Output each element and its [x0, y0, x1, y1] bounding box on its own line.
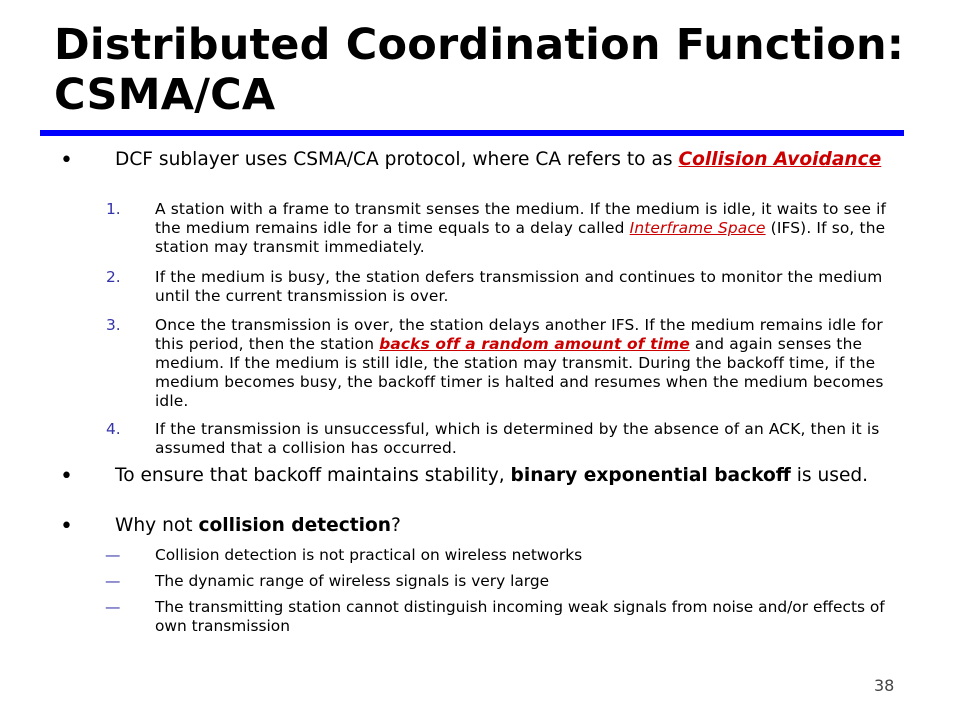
- slide-title: Distributed Coordination Function: CSMA/CA: [54, 20, 905, 120]
- reason-item: The dynamic range of wireless signals is very large: [155, 572, 550, 590]
- step-3-text-b: and again senses the medium. If the medium is still idle, the station may transmit. During the backoff time, if the medium becomes busy, the backoff timer is halted and resumes when the medium becomes idle.: [155, 335, 884, 410]
- bullet-dcf-sublayer: [115, 150, 905, 171]
- step-3-text-a: Once the transmission is over, the station delays another IFS. If the medium remains idle for this period, then the station: [155, 316, 883, 353]
- bullet-backoff-text-a: To ensure that backoff maintains stability,: [115, 465, 511, 486]
- step-1: [155, 200, 903, 257]
- step-1-text-a: A station with a frame to transmit senses the medium. If the medium is idle, it waits to see if the medium remains idle for a time equals to a delay called: [155, 200, 887, 237]
- bullet-marker: •: [60, 148, 73, 173]
- step-2: [155, 268, 903, 306]
- step-2-text: If the medium is busy, the station defers transmission and continues to monitor the medium until the current transmission is over.: [155, 268, 883, 305]
- page-number: 38: [874, 676, 895, 695]
- dash-marker: —: [105, 546, 121, 564]
- binary-exponential-backoff-term: binary exponential backoff: [510, 465, 791, 486]
- dash-marker: —: [105, 572, 121, 590]
- step-4-text: If the transmission is unsuccessful, which is determined by the absence of an ACK, then it is assumed that a collision has occurred.: [155, 420, 880, 457]
- bullet-backoff-text-b: is used.: [790, 465, 869, 486]
- bullet-why-not-cd: [115, 516, 905, 537]
- reason-item: Collision detection is not practical on wireless networks: [155, 546, 583, 564]
- step-number: 1.: [106, 200, 121, 218]
- dash-marker: —: [105, 598, 121, 616]
- step-number: 4.: [106, 420, 121, 438]
- bullet-why-text-a: Why not: [115, 515, 199, 536]
- step-number: 3.: [106, 316, 121, 334]
- collision-avoidance-term: Collision Avoidance: [678, 149, 882, 170]
- bullet-backoff-stability: [115, 466, 905, 487]
- collision-detection-term: collision detection: [198, 515, 392, 536]
- step-4: [155, 420, 903, 458]
- bullet-why-text-b: ?: [391, 515, 401, 536]
- title-underline-rule: [40, 130, 904, 136]
- reason-item: The transmitting station cannot distinguish incoming weak signals from noise and/or effects of own transmission: [155, 598, 885, 635]
- bullet-marker: •: [60, 464, 73, 489]
- bullet-dcf-text: DCF sublayer uses CSMA/CA protocol, where CA refers to as: [115, 149, 679, 170]
- step-number: 2.: [106, 268, 121, 286]
- step-3: [155, 316, 903, 411]
- bullet-marker: •: [60, 514, 73, 539]
- interframe-space-term: Interframe Space: [629, 219, 766, 237]
- backs-off-term: backs off a random amount of time: [379, 335, 690, 353]
- step-1-text-b: (IFS). If so, the station may transmit immediately.: [155, 219, 886, 256]
